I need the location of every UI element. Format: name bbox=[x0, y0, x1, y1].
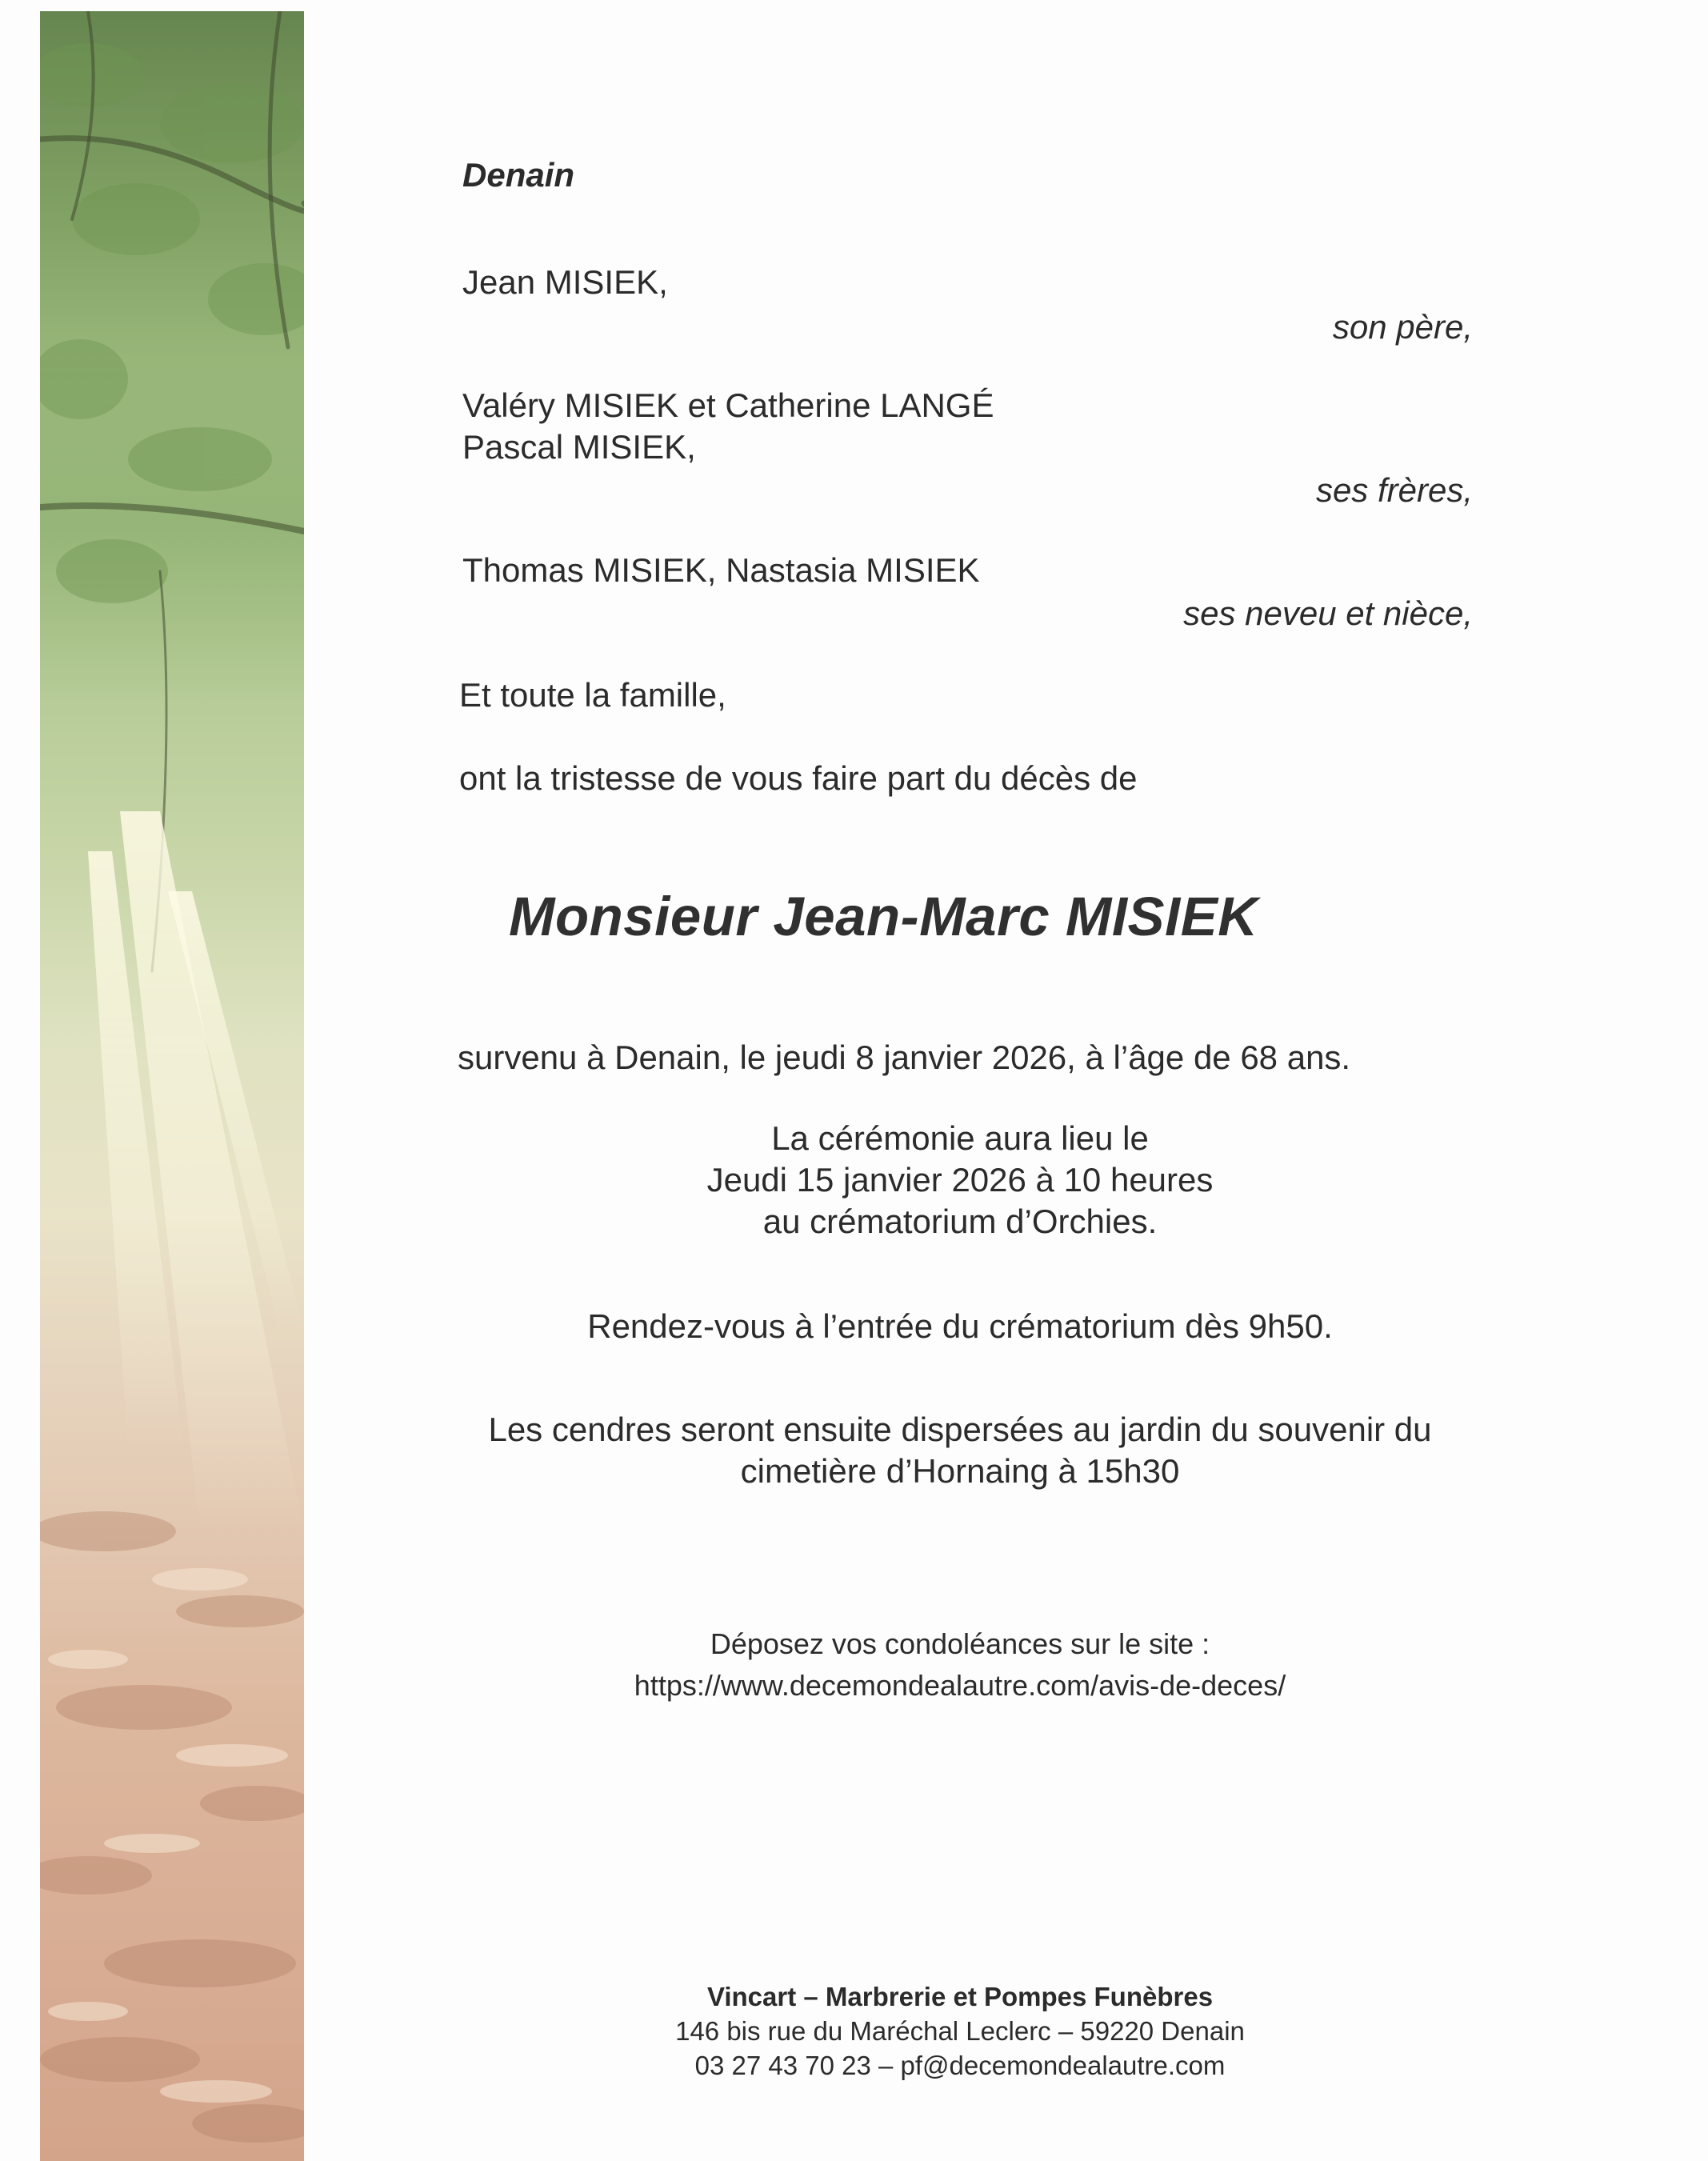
ceremony-line: au crématorium d’Orchies. bbox=[762, 1203, 1158, 1240]
meeting-info bbox=[480, 1306, 1440, 1347]
city-heading: Denain bbox=[462, 156, 575, 194]
death-details: survenu à Denain, le jeudi 8 janvier 2026, à l’âge de 68 ans. bbox=[458, 1038, 1351, 1076]
family-relation: ses neveu et nièce, bbox=[1183, 594, 1473, 632]
ceremony-line: La cérémonie aura lieu le bbox=[771, 1119, 1149, 1157]
meeting-line: Rendez-vous à l’entrée du crématorium dès 9h50. bbox=[587, 1307, 1333, 1345]
condolences-label: Déposez vos condoléances sur le site : bbox=[710, 1627, 1210, 1660]
announcement-line: ont la tristesse de vous faire part du décès de bbox=[459, 759, 1138, 797]
ashes-line: cimetière d’Hornaing à 15h30 bbox=[740, 1452, 1180, 1490]
ceremony-line: Jeudi 15 janvier 2026 à 10 heures bbox=[706, 1161, 1214, 1199]
funeral-home-address: 146 bis rue du Maréchal Leclerc – 59220 Denain bbox=[675, 2016, 1245, 2046]
family-member-name: Valéry MISIEK et Catherine LANGÉ bbox=[462, 386, 994, 424]
family-member-name: Thomas MISIEK, Nastasia MISIEK bbox=[462, 551, 980, 589]
family-relation: son père, bbox=[1332, 308, 1473, 346]
ceremony-info bbox=[560, 1118, 1360, 1243]
family-relation: ses frères, bbox=[1315, 471, 1473, 509]
whole-family-line: Et toute la famille, bbox=[459, 676, 726, 714]
forest-illustration bbox=[40, 11, 304, 2161]
deceased-name: Monsieur Jean-Marc MISIEK bbox=[509, 886, 1258, 947]
funeral-home-name: Vincart – Marbrerie et Pompes Funèbres bbox=[706, 1982, 1214, 2011]
forest-path-image bbox=[40, 11, 304, 2161]
funeral-home-footer bbox=[528, 1979, 1392, 2083]
family-member-name: Jean MISIEK, bbox=[462, 263, 668, 301]
ashes-line: Les cendres seront ensuite dispersées au jardin du souvenir du bbox=[488, 1411, 1432, 1448]
ashes-info bbox=[448, 1409, 1472, 1492]
funeral-home-contact: 03 27 43 70 23 – pf@decemondealautre.com bbox=[694, 2051, 1226, 2080]
family-member-name: Pascal MISIEK, bbox=[462, 428, 696, 466]
condolences-url: https://www.decemondealautre.com/avis-de-deces/ bbox=[634, 1669, 1286, 1702]
condolences-info bbox=[528, 1623, 1392, 1707]
